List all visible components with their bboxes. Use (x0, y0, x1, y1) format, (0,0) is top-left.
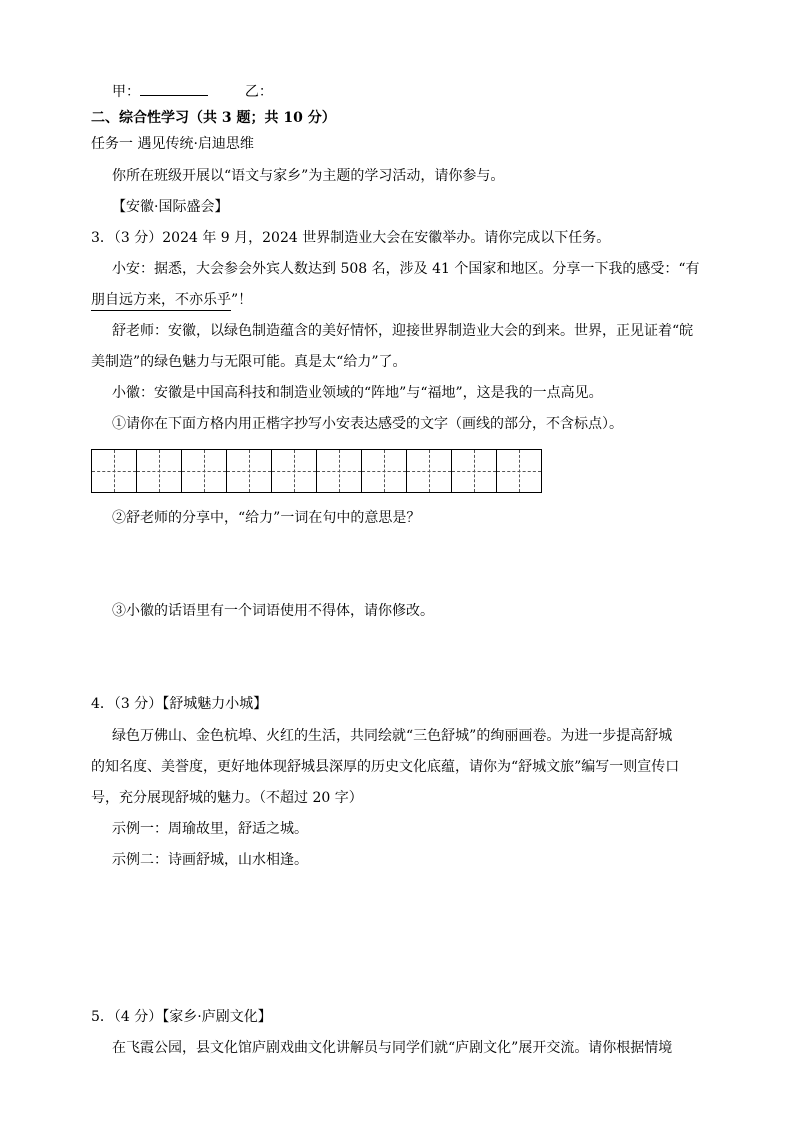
jia-label: 甲： (112, 84, 140, 100)
underlined-quote: 朋自远方来，不亦乐乎 (91, 290, 231, 311)
answer-line (112, 81, 273, 102)
q4-stem: 4．（3 分）【舒城魅力小城】 (91, 696, 268, 712)
q3-sub1: ①请你在下面方格内用正楷字抄写小安表达感受的文字（画线的部分，不含标点）。 (112, 416, 623, 432)
section-heading: 二、综合性学习（共 3 题；共 10 分） (91, 110, 336, 126)
q4-example1: 示例一：周瑜故里，舒适之城。 (112, 821, 308, 837)
q3-xiaoan-line2 (91, 290, 252, 311)
grid-cell[interactable] (407, 450, 452, 492)
grid-cell[interactable] (182, 450, 227, 492)
grid-cell[interactable] (317, 450, 362, 492)
task-title: 任务一 遇见传统·启迪思维 (91, 136, 254, 152)
q4-example2: 示例二：诗画舒城，山水相逢。 (112, 852, 308, 868)
q4-para2: 的知名度、美誉度，更好地体现舒城县深厚的历史文化底蕴，请你为“舒城文旅”编写一则宣传口 (91, 759, 680, 775)
part-anhui: 【安徽·国际盛会】 (112, 199, 229, 215)
q3-sub3: ③小徽的话语里有一个词语使用不得体，请你修改。 (112, 603, 434, 619)
grid-cell[interactable] (362, 450, 407, 492)
yi-label: 乙： (244, 84, 273, 100)
q3-stem: 3．（3 分）2024 年 9 月，2024 世界制造业大会在安徽举办。请你完成以下任务。 (91, 230, 611, 246)
q5-para1: 在飞霞公园，县文化馆庐剧戏曲文化讲解员与同学们就“庐剧文化”展开交流。请你根据情境 (112, 1040, 673, 1056)
q4-para3: 号，充分展现舒城的魅力。（不超过 20 字） (91, 790, 363, 806)
q4-para1: 绿色万佛山、金色杭埠、火红的生活，共同绘就“三色舒城”的绚丽画卷。为进一步提高舒城 (112, 728, 673, 744)
intro-text: 你所在班级开展以“语文与家乡”为主题的学习活动，请你参与。 (112, 168, 505, 184)
jia-blank[interactable] (140, 81, 208, 96)
q3-shu-line2: 美制造”的绿色魅力与无限可能。真是太“给力”了。 (91, 354, 407, 370)
q5-stem: 5．（4 分）【家乡·庐剧文化】 (91, 1009, 272, 1025)
q3-sub2: ②舒老师的分享中，“给力”一词在句中的意思是？ (112, 510, 421, 526)
writing-grid[interactable] (91, 449, 542, 493)
grid-cell[interactable] (137, 450, 182, 492)
q3-xiaoan-line1: 小安：据悉，大会参会外宾人数达到 508 名，涉及 41 个国家和地区。分享一下我的感受：“有 (112, 261, 700, 277)
q3-xiaohui: 小徽：安徽是中国高科技和制造业领域的“阵地”与“福地”，这是我的一点高见。 (112, 385, 603, 401)
grid-cell[interactable] (272, 450, 317, 492)
grid-cell[interactable] (452, 450, 497, 492)
grid-cell[interactable] (497, 450, 541, 492)
grid-cell[interactable] (92, 450, 137, 492)
quote-end: ”！ (231, 292, 253, 308)
grid-cell[interactable] (227, 450, 272, 492)
q3-shu-line1: 舒老师：安徽，以绿色制造蕴含的美好情怀，迎接世界制造业大会的到来。世界，正见证着“皖 (112, 323, 694, 339)
